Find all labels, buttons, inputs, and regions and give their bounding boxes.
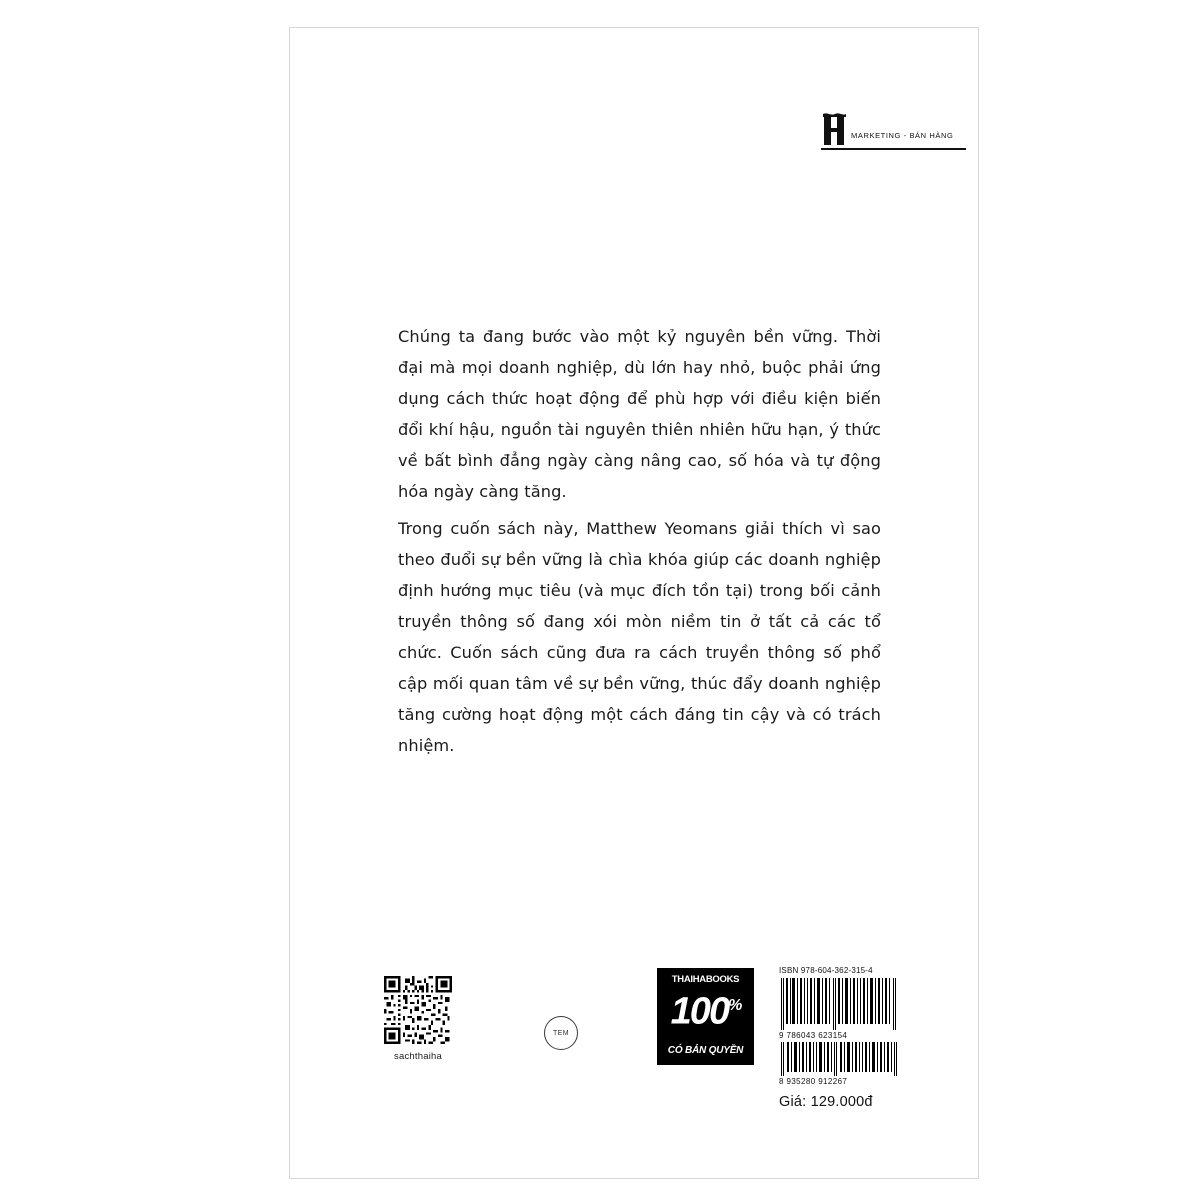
blurb-paragraph-1: Chúng ta đang bước vào một kỷ nguyên bền vững. Thời đại mà mọi doanh nghiệp, dù lớn hay nhỏ, buộc phải ứng dụng cách thức hoạt động để phù hợp với điều kiện biến đổi khí hậu, nguồn tài nguyên thiên nhiên hữu hạn, ý thức về bất bình đẳng ngày càng nâng cao, số hóa và tự động hóa ngày càng tăng. <box>398 327 881 501</box>
qr-block <box>378 976 458 1062</box>
authenticity-stamp <box>544 1016 578 1050</box>
qr-caption: sachthaiha <box>394 1051 442 1062</box>
copyright-badge-value: 100 <box>670 990 729 1033</box>
barcode-ean-top-icon <box>779 978 899 1030</box>
authenticity-stamp-label: TEM <box>553 1029 569 1037</box>
price-label: Giá: 129.000đ <box>779 1094 873 1110</box>
imprint-rule <box>821 148 966 150</box>
barcode-block <box>779 966 899 1086</box>
copyright-badge <box>657 968 754 1065</box>
blurb-text <box>398 321 881 761</box>
barcode-ean-bottom-icon <box>779 1042 899 1076</box>
book-back-cover <box>289 27 979 1179</box>
copyright-badge-percent: % <box>728 997 741 1014</box>
imprint-block <box>821 113 966 181</box>
copyright-badge-brand: THAIHABOOKS <box>671 974 740 985</box>
imprint-label: MARKETING - BÁN HÀNG <box>851 131 954 140</box>
blurb-paragraph-2: Trong cuốn sách này, Matthew Yeomans giải thích vì sao theo đuổi sự bền vững là chìa khóa giúp các doanh nghiệp định hướng mục tiêu (và mục đích tồn tại) trong bối cảnh truyền thông số đang xói mòn niềm tin ở tất cả các tổ chức. Cuốn sách cũng đưa ra cách truyền thông số phổ cập mối quan tâm về sự bền vững, thúc đẩy doanh nghiệp tăng cường hoạt động một cách đáng tin cậy và có trách nhiệm. <box>398 519 881 755</box>
qr-code-icon <box>384 976 452 1044</box>
copyright-badge-number <box>657 985 754 1033</box>
barcode-ean-bottom-number: 8 935280 912267 <box>779 1077 848 1086</box>
barcode-ean-top-number: 9 786043 623154 <box>779 1031 848 1040</box>
copyright-badge-subtitle: CÓ BẢN QUYỀN <box>667 1045 744 1056</box>
isbn-label: ISBN 978-604-362-315-4 <box>779 966 873 975</box>
h-monogram-icon <box>821 113 847 147</box>
